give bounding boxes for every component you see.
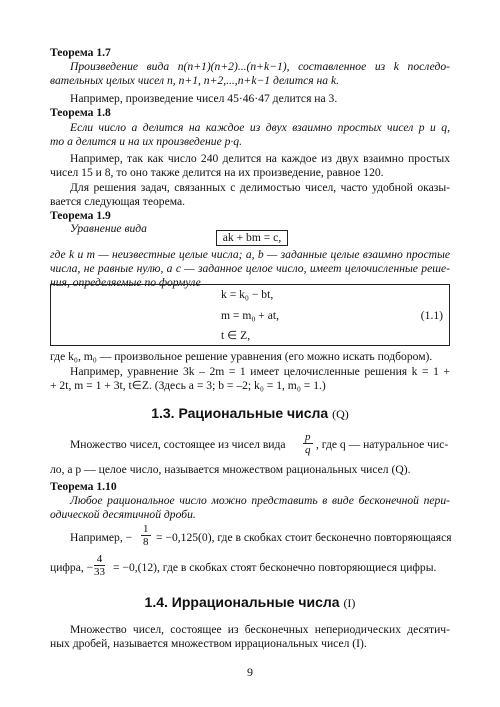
theorem-1-10-line-1: Любое рациональное число можно представить в виде бесконечной пери- bbox=[70, 494, 450, 507]
section-1-3-line-1a: Множество чисел, состоящее из чисел вида bbox=[70, 438, 286, 451]
theorem-1-9-line-1: Уравнение вида bbox=[70, 222, 147, 235]
theorem-1-9-example-1: Например, уравнение 3k – 2m = 1 имеет целочисленные решения k = 1 + bbox=[70, 365, 450, 378]
fraction-denominator: 8 bbox=[143, 536, 149, 548]
theorem-1-8-example-1: Например, так как число 240 делится на каждое из двух взаимно простых bbox=[70, 152, 450, 165]
section-1-3-heading bbox=[0, 405, 500, 422]
fraction-numerator: 1 bbox=[143, 523, 149, 535]
theorem-1-7-line-1: Произведение вида n(n+1)(n+2)...(n+k−1), составленное из k последо- bbox=[70, 60, 450, 73]
section-1-4-title: 1.4. Иррациональные числа bbox=[144, 594, 340, 610]
page-number: 9 bbox=[247, 665, 253, 679]
theorem-1-8-note-2: вается следующая теорема. bbox=[50, 195, 186, 208]
theorem-1-10-title: Теорема 1.10 bbox=[50, 480, 117, 493]
formula-m: m = m₀ + at, bbox=[221, 309, 280, 322]
section-1-3-title: 1.3. Рациональные числа bbox=[151, 405, 329, 421]
section-1-3-symbol: (Q) bbox=[332, 407, 349, 421]
theorem-1-7-example: Например, произведение чисел 45·46·47 делится на 3. bbox=[70, 92, 338, 105]
section-1-4-line-2: ных дробей, называется множеством иррациональных чисел (I). bbox=[50, 637, 367, 650]
fraction-one-eighth bbox=[141, 523, 151, 548]
theorem-1-9-line-3: числа, не равные нулю, а c — заданное целое число, имеет целочисленные реше- bbox=[50, 262, 450, 275]
theorem-1-7-line-2: вательных целых чисел n, n+1, n+2,...,n+k−1 делится на k. bbox=[50, 74, 339, 87]
theorem-1-8-line-2: то a делится и на их произведение p·q. bbox=[50, 135, 243, 148]
section-1-4-heading bbox=[0, 594, 500, 611]
fraction-numerator: 4 bbox=[94, 553, 105, 566]
theorem-1-8-example-2: чисел 15 и 8, то оно также делится на их произведение, равное 120. bbox=[50, 166, 384, 179]
formula-box bbox=[50, 284, 450, 346]
section-1-3-line-2: ло, а p — целое число, называется множеством рациональных чисел (Q). bbox=[50, 463, 411, 476]
fraction-denominator: q bbox=[305, 444, 311, 456]
formula-number: (1.1) bbox=[420, 309, 443, 322]
theorem-1-8-note-1: Для решения задач, связанных с делимостью чисел, часто удобной оказы- bbox=[70, 181, 450, 194]
fraction-numerator: p bbox=[305, 431, 311, 443]
theorem-1-10-line-2: одической десятичной дроби. bbox=[50, 508, 196, 521]
theorem-1-8-title: Теорема 1.8 bbox=[50, 106, 111, 119]
theorem-1-9-title: Теорема 1.9 bbox=[50, 209, 111, 222]
section-1-4-symbol: (I) bbox=[343, 596, 356, 610]
theorem-1-10-example-1a: Например, − bbox=[70, 531, 133, 544]
theorem-1-10-example-2a: цифра, − bbox=[50, 561, 94, 574]
theorem-1-9-example-2: + 2t, m = 1 + 3t, t∈Z. (Здесь a = 3; b = –2; k₀ = 1, m₀ = 1.) bbox=[50, 379, 326, 392]
equation-box: ak + bm = c, bbox=[216, 230, 288, 246]
theorem-1-9-line-5: где k₀, m₀ — произвольное решение уравнения (его можно искать подбором). bbox=[50, 350, 433, 363]
theorem-1-9-line-4: ния, определяемые по формуле bbox=[50, 276, 201, 289]
theorem-1-10-example-1b: = −0,125(0), где в скобках стоит бесконечно повторяющаяся bbox=[156, 531, 452, 544]
theorem-1-7-title: Теорема 1.7 bbox=[50, 46, 111, 59]
section-1-3-line-1b: , где q — натуральное чис- bbox=[316, 438, 449, 451]
fraction-four-over-33 bbox=[94, 553, 105, 578]
fraction-p-over-q bbox=[303, 431, 313, 456]
section-1-4-line-1: Множество чисел, состоящее из бесконечных непериодических десятич- bbox=[70, 623, 450, 636]
formula-t: t ∈ Z, bbox=[221, 329, 251, 342]
theorem-1-8-line-1: Если число a делится на каждое из двух взаимно простых чисел p и q, bbox=[70, 121, 450, 134]
theorem-1-10-example-2b: = −0,(12), где в скобках стоят бесконечно повторяющиеся цифры. bbox=[113, 561, 437, 574]
fraction-denominator: 33 bbox=[94, 566, 105, 578]
formula-k: k = k₀ − bt, bbox=[221, 288, 274, 301]
theorem-1-9-line-2: где k и m — неизвестные целые числа; a, b — заданные целые взаимно простые bbox=[50, 248, 450, 261]
